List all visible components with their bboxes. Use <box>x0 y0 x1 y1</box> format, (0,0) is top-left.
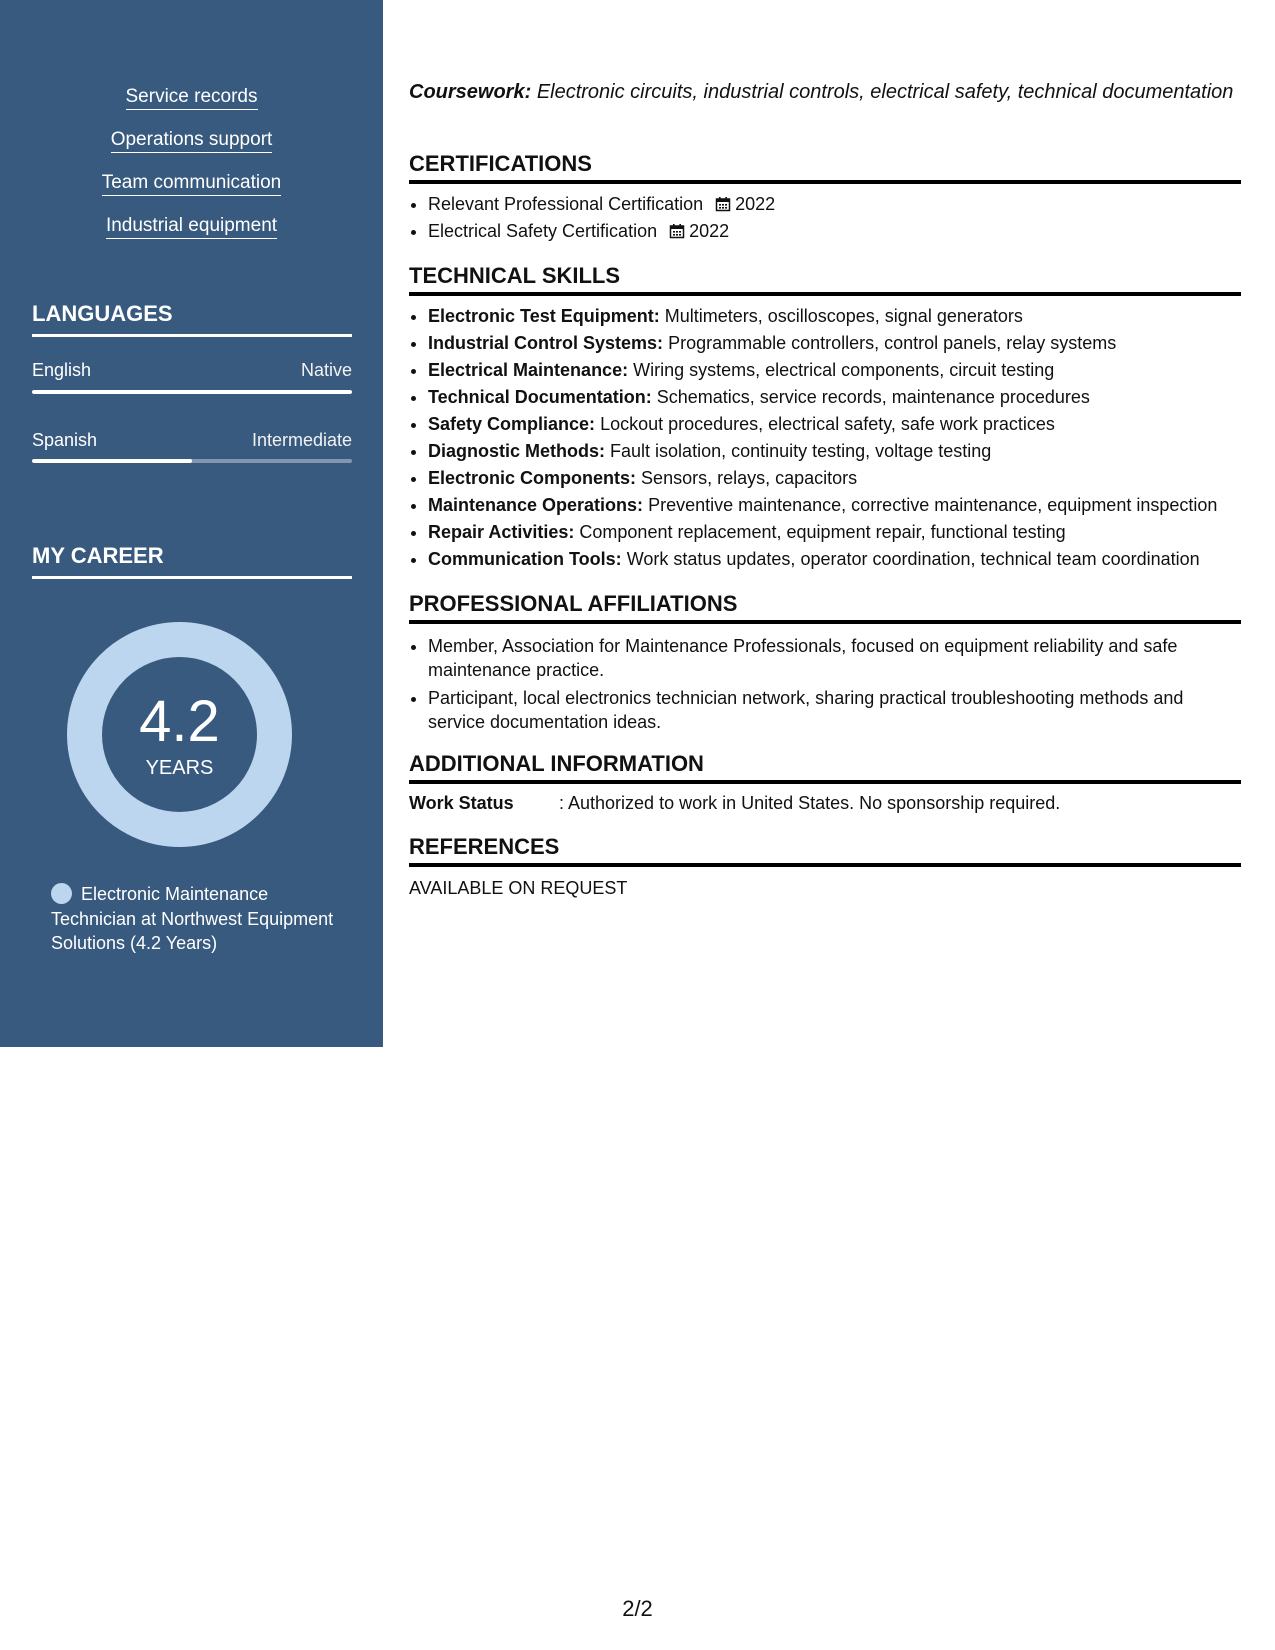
sidebar <box>0 0 383 1047</box>
skill-item <box>428 492 1241 519</box>
skill-item <box>428 357 1241 384</box>
skill-text: Component replacement, equipment repair, functional testing <box>579 522 1066 542</box>
skill-link-industrial-equipment[interactable]: Industrial equipment <box>106 214 277 239</box>
skill-label: Technical Documentation: <box>428 387 652 407</box>
affiliations-heading: PROFESSIONAL AFFILIATIONS <box>409 590 1241 624</box>
coursework-text: Electronic circuits, industrial controls, electrical safety, technical documentation <box>536 81 1234 103</box>
skill-text: Multimeters, oscilloscopes, signal generators <box>664 306 1023 326</box>
skill-text: Sensors, relays, capacitors <box>641 468 858 488</box>
skill-item <box>428 519 1241 546</box>
calendar-icon <box>669 223 685 239</box>
references-heading: REFERENCES <box>409 833 1241 867</box>
skill-text: Schematics, service records, maintenance procedures <box>656 387 1090 407</box>
career-legend-dot-icon <box>51 883 72 904</box>
skill-label: Electronic Test Equipment: <box>428 306 660 326</box>
skill-item <box>428 438 1241 465</box>
skill-text: Wiring systems, electrical components, circuit testing <box>633 360 1055 380</box>
skill-label: Diagnostic Methods: <box>428 441 606 461</box>
career-heading: MY CAREER <box>32 542 352 579</box>
skill-item <box>428 546 1241 573</box>
calendar-icon <box>715 196 731 212</box>
skill-text: Work status updates, operator coordination, technical team coordination <box>626 549 1200 569</box>
skill-link-service-records[interactable]: Service records <box>126 85 258 110</box>
skill-text: Lockout procedures, electrical safety, safe work practices <box>600 414 1055 434</box>
affiliation-item: • Participant, local electronics technician network, sharing practical troubleshooting methods and service documentation ideas. <box>428 686 1241 734</box>
language-name: English <box>32 360 92 380</box>
certification-year: 2022 <box>689 221 730 241</box>
certification-name: Relevant Professional Certification <box>428 194 704 214</box>
skill-item <box>428 384 1241 411</box>
skill-item <box>428 411 1241 438</box>
skill-label: Electrical Maintenance: <box>428 360 629 380</box>
technical-skills-heading: TECHNICAL SKILLS <box>409 262 1241 296</box>
language-level: Intermediate <box>251 430 352 450</box>
certification-item <box>428 218 1241 245</box>
affiliation-item: • Member, Association for Maintenance Professionals, focused on equipment reliability and safe maintenance practice. <box>428 634 1241 682</box>
career-total-years: 4.2 <box>139 689 220 754</box>
languages-heading: LANGUAGES <box>32 300 352 337</box>
skill-label: Communication Tools: <box>428 549 622 569</box>
skill-label: Electronic Components: <box>428 468 637 488</box>
language-bar-spanish <box>32 459 352 463</box>
skill-link-team-communication[interactable]: Team communication <box>102 171 282 196</box>
skill-label: Industrial Control Systems: <box>428 333 664 353</box>
page-number: 2/2 <box>622 1596 653 1621</box>
certifications-heading: CERTIFICATIONS <box>409 150 1241 184</box>
skill-item <box>428 303 1241 330</box>
technical-skills-list <box>409 303 1241 573</box>
skill-link-operations-support[interactable]: Operations support <box>111 128 273 153</box>
skill-text: Preventive maintenance, corrective maintenance, equipment inspection <box>648 495 1218 515</box>
career-item <box>51 882 341 956</box>
career-item-text: Electronic Maintenance Technician at Northwest Equipment Solutions (4.2 Years) <box>51 884 334 953</box>
additional-info-heading: ADDITIONAL INFORMATION <box>409 750 1241 784</box>
certification-item <box>428 191 1241 218</box>
skill-label: Repair Activities: <box>428 522 575 542</box>
skill-text: Programmable controllers, control panels, relay systems <box>668 333 1117 353</box>
language-bar-fill <box>32 390 352 394</box>
skill-label: Maintenance Operations: <box>428 495 644 515</box>
coursework-label: Coursework: <box>409 81 532 103</box>
language-bar-fill <box>32 459 192 463</box>
work-status-value: : Authorized to work in United States. No sponsorship required. <box>559 793 1061 813</box>
affiliations-list <box>409 634 1241 738</box>
language-name: Spanish <box>32 430 98 450</box>
skill-item <box>428 465 1241 492</box>
skill-text: Fault isolation, continuity testing, voltage testing <box>610 441 992 461</box>
certification-name: Electrical Safety Certification <box>428 221 658 241</box>
certification-year: 2022 <box>735 194 776 214</box>
skill-links <box>0 85 383 257</box>
coursework <box>409 80 1241 104</box>
career-years-unit: YEARS <box>145 757 214 779</box>
work-status-label: Work Status <box>409 793 514 813</box>
work-status-row <box>409 792 1241 814</box>
references-text: AVAILABLE ON REQUEST <box>409 878 628 898</box>
language-row-spanish <box>32 429 352 451</box>
skill-item <box>428 330 1241 357</box>
language-bar-english <box>32 390 352 394</box>
language-level: Native <box>300 360 352 380</box>
certifications-list <box>409 191 1241 245</box>
language-row-english <box>32 359 352 381</box>
skill-label: Safety Compliance: <box>428 414 596 434</box>
